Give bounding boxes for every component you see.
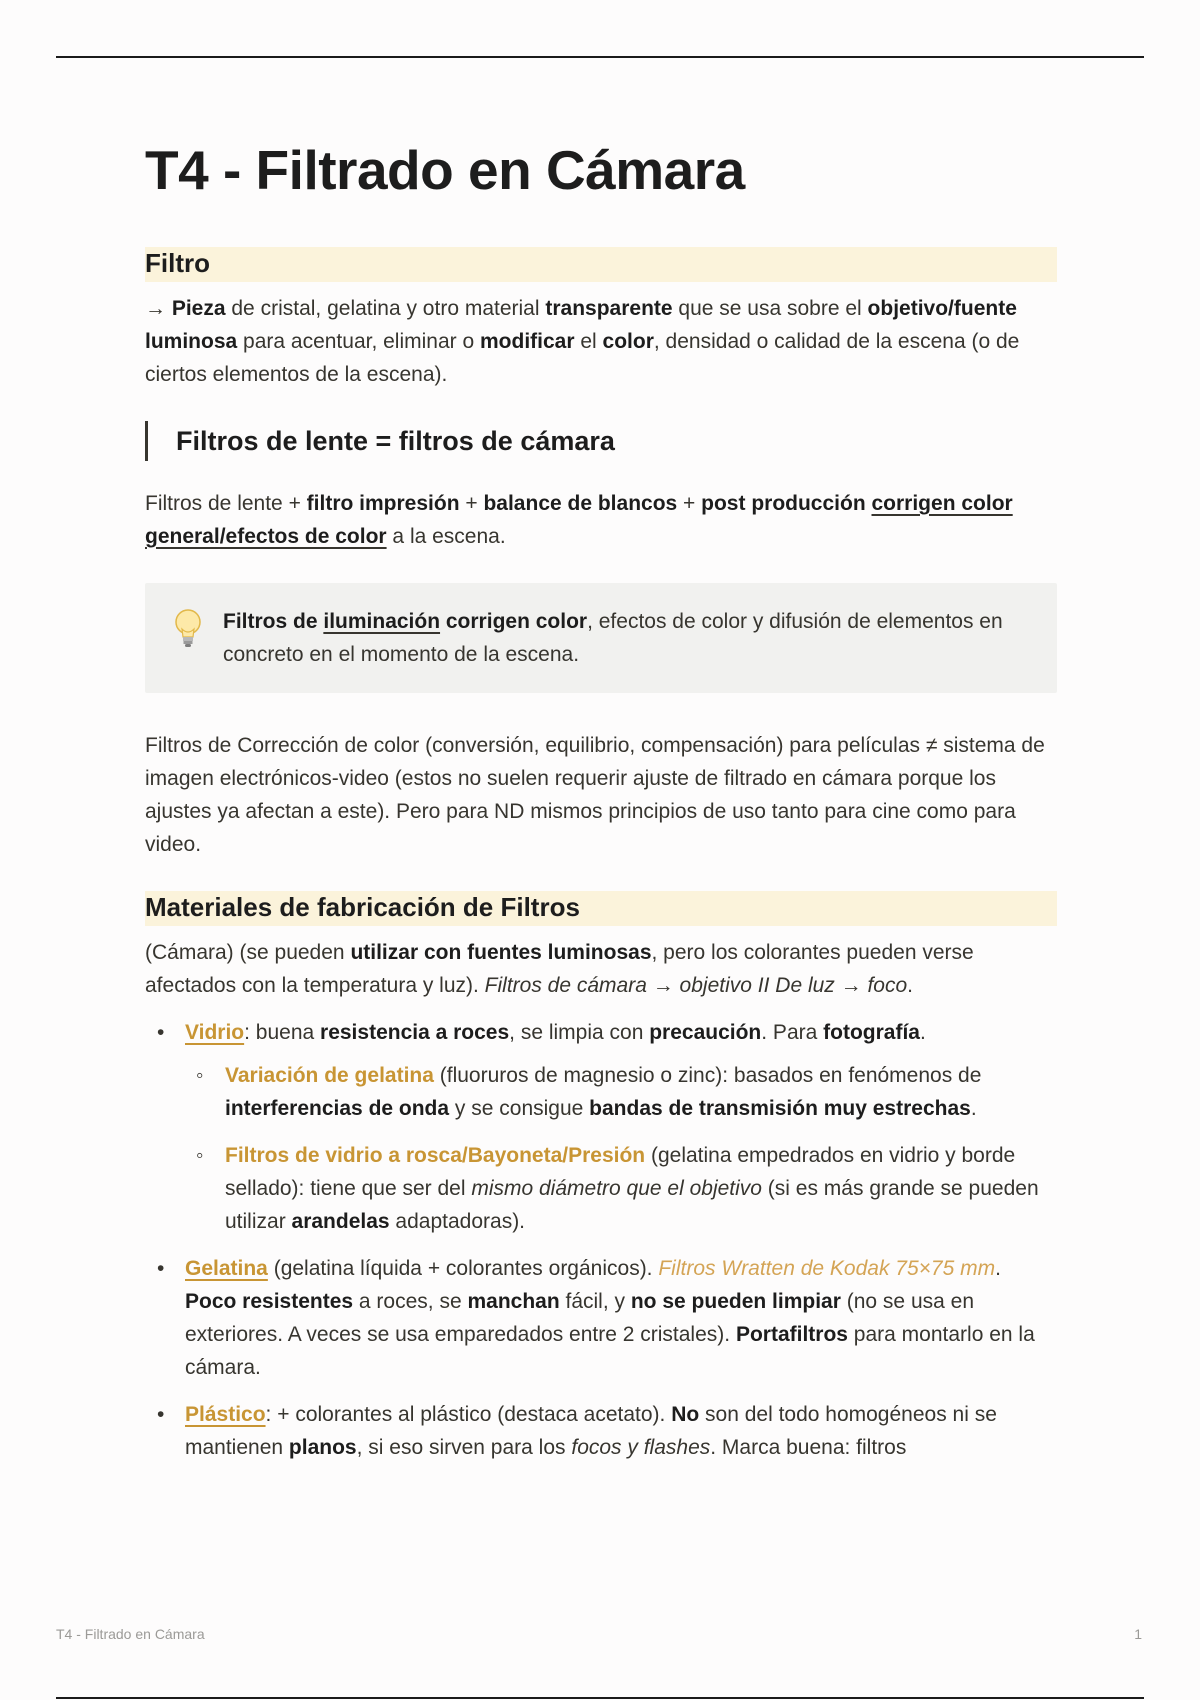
top-rule: [56, 56, 1144, 58]
footer-title: T4 - Filtrado en Cámara: [56, 1626, 205, 1642]
list-item-gelatina: • Gelatina (gelatina líquida + colorantes orgánicos). Filtros Wratten de Kodak 75×75 mm. Poco resistentes a roces, se manchan fácil, y no se pueden limpiar (no se usa en exteriores. A veces se usa emparedados entre 2 cristales). Portafiltros para montarlo en la cámara.: [145, 1252, 1057, 1384]
footer-page-number: 1: [1134, 1626, 1142, 1642]
paragraph-filtros-lente: Filtros de lente + filtro impresión + balance de blancos + post producción corrigen color general/efectos de color a la escena.: [145, 491, 1013, 548]
page-title: T4 - Filtrado en Cámara: [145, 139, 745, 201]
materials-list: [145, 1016, 1057, 1464]
paragraph-materiales-intro: (Cámara) (se pueden utilizar con fuentes luminosas, pero los colorantes pueden verse afectados con la temperatura y luz). Filtros de cámara → objetivo II De luz → foco.: [145, 940, 974, 997]
list-item-vidrio: • Vidrio: buena resistencia a roces, se limpia con precaución. Para fotografía. ◦ Variación de gelatina (fluoruros de magnesio o zinc): basados en fenómenos de interferencias de onda y se consigue bandas de transmisión muy estrechas. ◦ Filtros de vidrio a rosca/Bayoneta/Presión (gelatina empedrados en vidrio y borde sellado): tiene que ser del mismo diámetro que el objetivo (si es más grande se pueden utilizar arandelas adaptadoras).: [145, 1016, 1057, 1238]
paragraph-filtro-definition: → Pieza de cristal, gelatina y otro material transparente que se usa sobre el objetivo/fuente luminosa para acentuar, eliminar o modificar el color, densidad o calidad de la escena (o de ciertos elementos de la escena).: [145, 296, 1020, 386]
callout-text: Filtros de iluminación corrigen color, efectos de color y difusión de elementos en concreto en el momento de la escena.: [223, 609, 1003, 666]
heading-filtro: Filtro: [145, 247, 1057, 282]
bottom-rule: [56, 1697, 1144, 1699]
list-item-plastico: • Plástico: + colorantes al plástico (destaca acetato). No son del todo homogéneos ni se mantienen planos, si eso sirven para los focos y flashes. Marca buena: filtros: [145, 1398, 1057, 1464]
paragraph-correccion-color: Filtros de Corrección de color (conversión, equilibrio, compensación) para películas ≠ sistema de imagen electrónicos-video (estos no suelen requerir ajuste de filtrado en cámara porque los ajustes ya afectan a este). Pero para ND mismos principios de uso tanto para cine como para video.: [145, 733, 1045, 856]
callout-iluminacion: [145, 583, 1057, 693]
heading-materiales: Materiales de fabricación de Filtros: [145, 891, 1057, 926]
heading-filtros-de-lente: Filtros de lente = filtros de cámara: [145, 421, 1057, 461]
list-item-variacion-gelatina: ◦ Variación de gelatina (fluoruros de magnesio o zinc): basados en fenómenos de interferencias de onda y se consigue bandas de transmisión muy estrechas.: [185, 1059, 1057, 1125]
list-item-filtros-rosca: ◦ Filtros de vidrio a rosca/Bayoneta/Presión (gelatina empedrados en vidrio y borde sellado): tiene que ser del mismo diámetro que el objetivo (si es más grande se pueden utilizar arandelas adaptadoras).: [185, 1139, 1057, 1238]
page-content: [145, 140, 1057, 1478]
lightbulb-icon: [173, 607, 205, 656]
vidrio-sublist: [185, 1059, 1057, 1238]
